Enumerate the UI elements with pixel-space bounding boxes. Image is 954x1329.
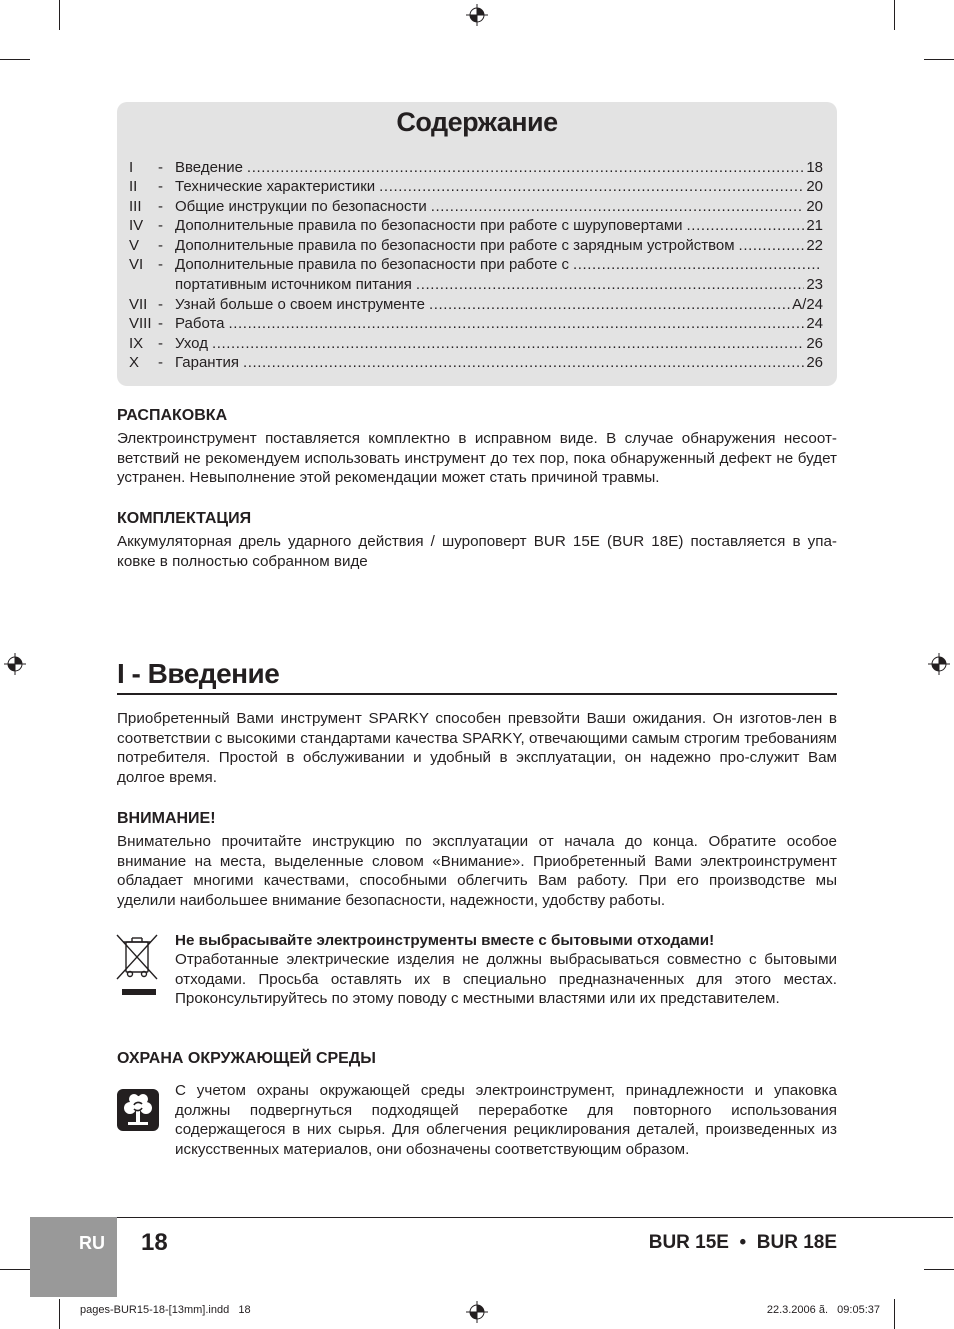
print-slug-file: pages-BUR15-18-[13mm].indd 18 — [80, 1304, 251, 1316]
toc-dot-leader — [243, 353, 804, 372]
toc-entry-number: II — [129, 178, 138, 195]
crossed-out-wheelie-bin-icon — [114, 932, 160, 996]
toc-entry-leader — [175, 314, 823, 333]
toc-entry — [129, 158, 823, 177]
tree-recycle-icon — [117, 1089, 159, 1131]
attention-heading: ВНИМАНИЕ! — [117, 810, 216, 827]
toc-entry-leader — [175, 177, 823, 196]
contents-heading: КОМПЛЕКТАЦИЯ — [117, 510, 252, 527]
environment-text: С учетом охраны окружающей среды электроинструмент, принадлежности и упаковка должны подвергнуться подходящей переработке для повторного использования содержащегося в них сырья. Для облегчения рециклирования деталей, произведенных из искусственных материалов, они обозначены соответствующим образом. — [175, 1082, 837, 1158]
toc-entry-page: 21 — [806, 217, 823, 234]
toc-entry-title: Узнай больше о своем инструменте — [175, 296, 425, 313]
toc-entry-leader — [175, 255, 823, 274]
toc-entry-leader — [175, 275, 823, 294]
toc-dot-leader — [739, 236, 805, 255]
unpacking-text: Электроинструмент поставляется комплектно в исправном виде. В случае обнаружения несоот-ветствий не рекомендуем использовать инструмент до тех пор, пока обнаруженный дефект не будет устранен. Невыполнение этой рекомендации может стать причиной травмы. — [117, 430, 837, 487]
toc-entry-page: A/24 — [792, 296, 823, 313]
toc-entry — [129, 177, 823, 196]
toc-dot-leader — [229, 314, 805, 333]
toc-entry-page: 18 — [806, 159, 823, 176]
toc-entry-leader — [175, 236, 823, 255]
toc-dot-leader — [431, 197, 805, 216]
attention-text: Внимательно прочитайте инструкцию по эксплуатации от начала до конца. Обратите особое внимание на места, выделенные словом «Внимание». Приобретенный Вами электроинструмент обладает многими качествами, способными облегчить Вам работу. При его производстве мы уделили наибольшее внимание безопасности, надежности, удобству работы. — [117, 833, 837, 909]
toc-entry — [129, 197, 823, 216]
toc-entry-dash: - — [158, 159, 163, 176]
toc-dot-leader — [247, 158, 804, 177]
toc-entry-number: III — [129, 198, 142, 215]
toc-entry-page — [821, 255, 823, 274]
toc-dot-leader — [416, 275, 804, 294]
crop-mark — [924, 1269, 954, 1270]
toc-entry-title: Введение — [175, 159, 243, 176]
toc-entry-dash: - — [158, 296, 163, 313]
page-number: 18 — [141, 1229, 168, 1256]
toc-dot-leader — [212, 334, 804, 353]
toc-entry-title: Технические характеристики — [175, 178, 376, 195]
toc-entry-page: 20 — [806, 178, 823, 195]
heading-rule — [117, 693, 837, 695]
toc-entry-page: 26 — [806, 354, 823, 371]
crop-mark — [59, 0, 60, 30]
toc-entry-dash: - — [158, 256, 163, 273]
toc-entry-title: Гарантия — [175, 354, 239, 371]
toc-entry-dash: - — [158, 237, 163, 254]
toc-entry-number: V — [129, 237, 140, 254]
toc-entry-dash: - — [158, 178, 163, 195]
toc-entry-dash: - — [158, 217, 163, 234]
toc-entry-number: IV — [129, 217, 144, 234]
toc-entry-number: VII — [129, 296, 148, 313]
toc-entry-title: Дополнительные правила по безопасности при работе с зарядным устройством — [175, 237, 735, 254]
toc-entry — [129, 334, 823, 353]
toc-entry — [129, 216, 823, 235]
toc-entry — [129, 236, 823, 255]
model-name: BUR 15E • BUR 18E — [648, 1232, 837, 1253]
toc-dot-leader — [379, 177, 804, 196]
registration-mark-icon — [928, 653, 950, 675]
toc-entry-number: VI — [129, 256, 144, 273]
registration-mark-icon — [4, 653, 26, 675]
toc-entry-title: Уход — [175, 335, 208, 352]
crop-mark — [924, 59, 954, 60]
toc-entry-page: 23 — [806, 276, 823, 293]
toc-entry-title: Общие инструкции по безопасности — [175, 198, 427, 215]
crop-mark — [0, 1269, 30, 1270]
toc-entry-page: 24 — [806, 315, 823, 332]
toc-entry — [129, 295, 823, 314]
toc-title: Содержание — [396, 107, 558, 137]
toc-entry-number: IX — [129, 335, 144, 352]
toc-entry-dash: - — [158, 315, 163, 332]
language-tab — [30, 1217, 117, 1297]
toc-entry — [129, 353, 823, 372]
toc-entry-leader — [175, 334, 823, 353]
toc-dot-leader — [429, 295, 790, 314]
toc-dot-leader — [687, 216, 805, 235]
unpacking-heading: РАСПАКОВКА — [117, 407, 228, 424]
toc-entry-title: Работа — [175, 315, 225, 332]
disposal-heading: Не выбрасывайте электроинструменты вместе с бытовыми отходами! — [175, 932, 715, 949]
crop-mark — [59, 1299, 60, 1329]
toc-entry-title: портативным источником питания — [175, 276, 412, 293]
disposal-text: Отработанные электрические изделия не должны выбрасываться совместно с бытовыми отходами. Просьба оставлять их в специально предназначенных для этого местах. Проконсультируйтесь по этому поводу с местными властями или их представителем. — [175, 951, 837, 1008]
toc-entry-dash: - — [158, 198, 163, 215]
toc-entry-number: VIII — [129, 315, 152, 332]
toc-entry-page: 22 — [806, 237, 823, 254]
toc-entry-leader — [175, 216, 823, 235]
toc-entry-leader — [175, 295, 823, 314]
footer-rule — [117, 1217, 953, 1218]
toc-entry-dash: - — [158, 354, 163, 371]
registration-mark-icon — [466, 1301, 488, 1323]
crop-mark — [894, 0, 895, 30]
section-heading-introduction: I - Введение — [117, 658, 280, 689]
language-code: RU — [79, 1233, 105, 1253]
toc-dot-leader — [573, 255, 821, 274]
crop-mark — [894, 1299, 895, 1329]
toc-entry — [129, 314, 823, 333]
print-slug-date: 22.3.2006 ã. 09:05:37 — [766, 1304, 880, 1316]
crop-mark — [0, 59, 30, 60]
toc-entry-number: I — [129, 159, 134, 176]
toc-entry-dash: - — [158, 335, 163, 352]
toc-entry — [129, 275, 823, 294]
registration-mark-icon — [466, 4, 488, 26]
contents-text: Аккумуляторная дрель ударного действия / шуроповерт BUR 15E (BUR 18E) поставляется в упа-ковке в полностью собранном виде — [117, 533, 837, 570]
toc-entry-page: 20 — [806, 198, 823, 215]
toc-entry-page: 26 — [806, 335, 823, 352]
toc-entry-number: X — [129, 354, 140, 371]
intro-text: Приобретенный Вами инструмент SPARKY способен превзойти Ваши ожидания. Он изготов-лен в соответствии с высокими стандартами качества SPARKY, отвечающими самым строгим требованиям потребителя. Простой в обслуживании и удобный в эксплуатации, он надежно про-служит Вам долгое время. — [117, 710, 837, 786]
environment-heading: ОХРАНА ОКРУЖАЮЩЕЙ СРЕДЫ — [117, 1050, 376, 1067]
toc-entry-title: Дополнительные правила по безопасности при работе с шуруповертами — [175, 217, 683, 234]
toc-entry-leader — [175, 197, 823, 216]
toc-entry-title: Дополнительные правила по безопасности при работе с — [175, 256, 569, 273]
toc-entry-leader — [175, 353, 823, 372]
toc-entry — [129, 255, 823, 274]
toc-entry-leader — [175, 158, 823, 177]
